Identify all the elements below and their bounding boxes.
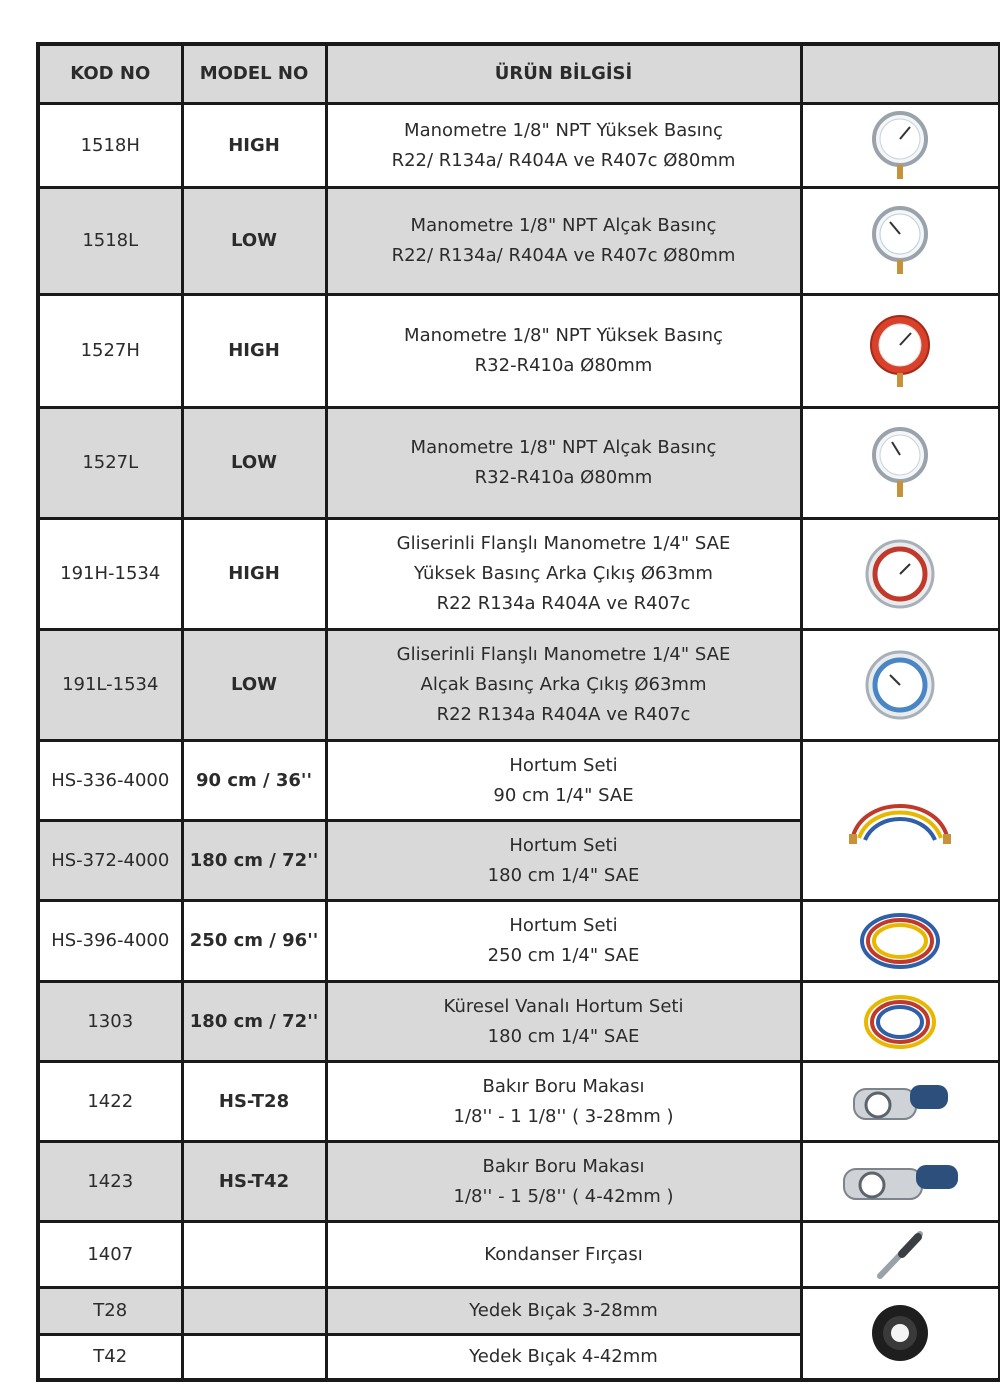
kod-no-cell: 1518H	[38, 104, 182, 188]
header-kod-no: KOD NO	[38, 44, 182, 104]
table-row	[38, 188, 1000, 295]
model-no-cell: LOW	[182, 630, 326, 741]
kod-no-cell: HS-372-4000	[38, 821, 182, 901]
kod-no-cell: HS-336-4000	[38, 741, 182, 821]
kod-no-cell: 1423	[38, 1142, 182, 1222]
model-no-cell: 180 cm / 72''	[182, 982, 326, 1062]
gauge-red-icon	[867, 313, 933, 389]
product-info-line: Hortum Seti	[509, 834, 618, 856]
table-row	[38, 519, 1000, 630]
product-info-line: R22 R134a R404A ve R407c	[436, 593, 691, 614]
product-info-cell	[326, 188, 801, 295]
product-info-line: R22 R134a R404A ve R407c	[436, 704, 691, 725]
product-info-line: 90 cm 1/4" SAE	[493, 784, 634, 806]
model-no-cell	[182, 1288, 326, 1335]
product-info-line: Bakır Boru Makası	[482, 1155, 645, 1177]
kod-no-cell: 1407	[38, 1222, 182, 1288]
header-image	[801, 44, 1000, 104]
model-no-cell	[182, 1222, 326, 1288]
product-info-line: R32-R410a Ø80mm	[474, 467, 653, 488]
product-info-cell	[326, 821, 801, 901]
hose-coil-icon	[855, 908, 945, 974]
table-row	[38, 1222, 1000, 1288]
product-info-line: Gliserinli Flanşlı Manometre 1/4" SAE	[396, 533, 731, 554]
product-info-line: Yüksek Basınç Arka Çıkış Ø63mm	[414, 563, 713, 584]
table-row	[38, 741, 1000, 821]
flange-gauge-red-icon	[864, 538, 936, 610]
product-image-cell	[801, 1142, 1000, 1222]
product-image-cell	[801, 408, 1000, 519]
product-info-cell	[326, 408, 801, 519]
product-info-cell	[326, 630, 801, 741]
model-no-cell: HS-T42	[182, 1142, 326, 1222]
model-no-cell: 250 cm / 96''	[182, 901, 326, 982]
product-info-cell	[326, 519, 801, 630]
flange-gauge-blue-icon	[864, 649, 936, 721]
product-info-line: 180 cm 1/4" SAE	[487, 864, 640, 886]
product-info-cell	[326, 295, 801, 408]
product-info-line: R22/ R134a/ R404A ve R407c Ø80mm	[391, 149, 736, 171]
product-info-cell	[326, 1142, 801, 1222]
kod-no-cell: 1422	[38, 1062, 182, 1142]
table-row	[38, 630, 1000, 741]
product-info-cell	[326, 1335, 801, 1380]
product-info-line: 250 cm 1/4" SAE	[487, 945, 640, 966]
kod-no-cell: T42	[38, 1335, 182, 1380]
model-no-cell: LOW	[182, 188, 326, 295]
gauge-white-icon	[870, 425, 930, 501]
tube-cutter-icon	[848, 1071, 952, 1133]
kod-no-cell: 191L-1534	[38, 630, 182, 741]
kod-no-cell: 191H-1534	[38, 519, 182, 630]
table-row	[38, 1142, 1000, 1222]
product-info-line: 1/8'' - 1 1/8'' ( 3-28mm )	[453, 1105, 674, 1127]
table-row	[38, 295, 1000, 408]
product-info-cell	[326, 982, 801, 1062]
kod-no-cell: 1527L	[38, 408, 182, 519]
product-info-line: 1/8'' - 1 5/8'' ( 4-42mm )	[453, 1185, 674, 1207]
model-no-cell: HIGH	[182, 104, 326, 188]
product-info-line: R22/ R134a/ R404A ve R407c Ø80mm	[391, 245, 736, 266]
product-info-line: Yedek Bıçak 3-28mm	[469, 1300, 658, 1321]
product-image-cell	[801, 982, 1000, 1062]
product-image-cell	[801, 519, 1000, 630]
product-info-line: Kondanser Fırçası	[484, 1243, 643, 1265]
product-image-cell	[801, 630, 1000, 741]
header-urun-bilgisi: ÜRÜN BİLGİSİ	[326, 44, 801, 104]
product-info-line: Manometre 1/8" NPT Yüksek Basınç	[404, 325, 723, 346]
product-info-cell	[326, 1288, 801, 1335]
product-info-cell	[326, 741, 801, 821]
model-no-cell: HS-T28	[182, 1062, 326, 1142]
table-row	[38, 104, 1000, 188]
product-info-line: 180 cm 1/4" SAE	[487, 1025, 640, 1047]
product-info-cell	[326, 1222, 801, 1288]
condenser-brush-icon	[870, 1228, 930, 1282]
table-row	[38, 1288, 1000, 1335]
product-info-cell	[326, 104, 801, 188]
kod-no-cell: 1303	[38, 982, 182, 1062]
product-image-cell	[801, 104, 1000, 188]
kod-no-cell: 1527H	[38, 295, 182, 408]
product-image-cell	[801, 901, 1000, 982]
model-no-cell: HIGH	[182, 519, 326, 630]
gauge-white-icon	[870, 204, 930, 278]
model-no-cell: LOW	[182, 408, 326, 519]
tube-cutter-large-icon	[838, 1151, 962, 1213]
product-info-line: Hortum Seti	[509, 754, 618, 776]
product-table	[36, 42, 1000, 1382]
kod-no-cell: T28	[38, 1288, 182, 1335]
product-info-line: R32-R410a Ø80mm	[474, 355, 653, 376]
table-header-row	[38, 44, 1000, 104]
product-info-line: Manometre 1/8" NPT Alçak Basınç	[410, 215, 717, 236]
model-no-cell: HIGH	[182, 295, 326, 408]
hose-coil-icon	[860, 991, 940, 1053]
product-info-line: Hortum Seti	[509, 915, 618, 936]
product-info-line: Küresel Vanalı Hortum Seti	[443, 995, 684, 1017]
model-no-cell	[182, 1335, 326, 1380]
product-image-cell	[801, 1288, 1000, 1380]
table-row	[38, 982, 1000, 1062]
hose-set-icon	[845, 786, 955, 856]
header-model-no: MODEL NO	[182, 44, 326, 104]
kod-no-cell: 1518L	[38, 188, 182, 295]
table-row	[38, 408, 1000, 519]
product-info-cell	[326, 901, 801, 982]
product-info-cell	[326, 1062, 801, 1142]
product-info-line: Bakır Boru Makası	[482, 1075, 645, 1097]
product-image-cell	[801, 741, 1000, 901]
model-no-cell: 90 cm / 36''	[182, 741, 326, 821]
table-row	[38, 901, 1000, 982]
spare-blade-icon	[868, 1301, 932, 1365]
table-row	[38, 1062, 1000, 1142]
product-image-cell	[801, 295, 1000, 408]
product-info-line: Manometre 1/8" NPT Yüksek Basınç	[404, 119, 723, 141]
product-image-cell	[801, 188, 1000, 295]
product-info-line: Manometre 1/8" NPT Alçak Basınç	[410, 437, 717, 458]
model-no-cell: 180 cm / 72''	[182, 821, 326, 901]
product-image-cell	[801, 1062, 1000, 1142]
kod-no-cell: HS-396-4000	[38, 901, 182, 982]
product-info-line: Yedek Bıçak 4-42mm	[469, 1345, 658, 1367]
gauge-white-icon	[870, 109, 930, 183]
product-info-line: Alçak Basınç Arka Çıkış Ø63mm	[420, 674, 707, 695]
product-image-cell	[801, 1222, 1000, 1288]
product-info-line: Gliserinli Flanşlı Manometre 1/4" SAE	[396, 644, 731, 665]
